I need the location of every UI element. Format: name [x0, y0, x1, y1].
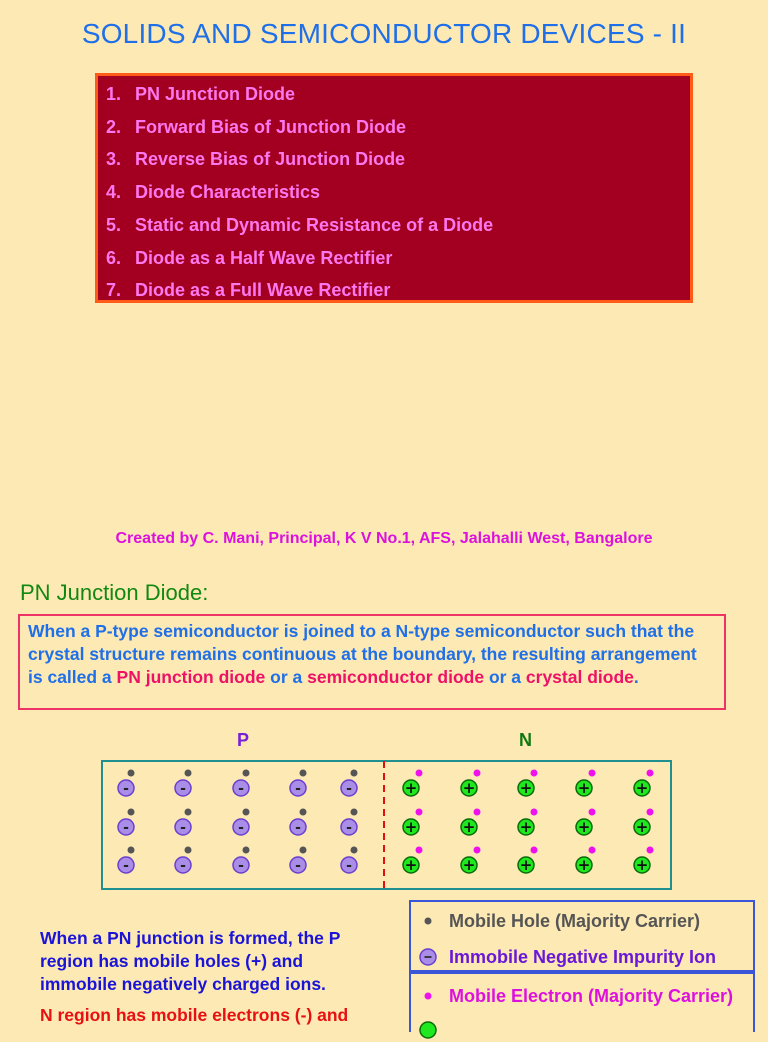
positive-ion-icon	[417, 1018, 439, 1042]
positive-sign: +	[404, 818, 418, 836]
negative-sign: -	[346, 820, 352, 836]
positive-sign: +	[462, 779, 476, 797]
hole-dot	[128, 770, 135, 777]
toc-item[interactable]	[106, 84, 295, 105]
negative-ion	[290, 847, 307, 875]
hole-dot	[128, 809, 135, 816]
negative-ion	[118, 847, 135, 875]
toc-item-label: Forward Bias of Junction Diode	[135, 116, 407, 137]
positive-ion	[461, 847, 481, 875]
electron-dot	[589, 809, 596, 816]
positive-sign: +	[635, 856, 649, 874]
negative-ion	[341, 809, 358, 837]
positive-sign: +	[577, 856, 591, 874]
table-of-contents	[95, 73, 693, 303]
positive-ion	[576, 770, 596, 798]
p-region-explanation: When a PN junction is formed, the P region has mobile holes (+) and immobile negatively charged ions.	[40, 928, 341, 994]
toc-item-number: 2.	[106, 116, 122, 137]
hole-dot	[351, 809, 358, 816]
hole-dot	[128, 847, 135, 854]
negative-ion	[233, 809, 250, 837]
positive-sign: +	[519, 779, 533, 797]
definition-text: or a	[265, 667, 308, 687]
negative-sign: -	[180, 781, 186, 797]
carriers-group	[118, 770, 654, 875]
toc-item-label: PN Junction Diode	[135, 84, 296, 104]
hole-dot	[185, 847, 192, 854]
toc-item-number: 6.	[106, 247, 122, 268]
negative-sign: -	[123, 820, 129, 836]
legend-p-region	[409, 900, 755, 972]
negative-ion	[233, 770, 250, 798]
positive-sign: +	[519, 818, 533, 836]
hole-dot	[243, 770, 250, 777]
toc-item-label: Reverse Bias of Junction Diode	[135, 149, 406, 170]
hole-dot	[300, 770, 307, 777]
negative-ion	[175, 809, 192, 837]
negative-sign: -	[295, 858, 301, 874]
negative-sign: -	[123, 781, 129, 797]
hole-dot	[243, 847, 250, 854]
positive-sign: +	[577, 779, 591, 797]
electron-dot	[474, 809, 481, 816]
toc-item-label: Diode as a Half Wave Rectifier	[135, 247, 393, 268]
legend-hole-label: Mobile Hole (Majority Carrier)	[449, 911, 701, 931]
legend-neg-ion-label: Immobile Negative Impurity Ion	[449, 947, 717, 967]
electron-dot	[474, 770, 481, 777]
negative-sign: -	[238, 820, 244, 836]
hole-dot-icon	[417, 909, 439, 933]
negative-ion-icon	[417, 945, 439, 969]
negative-sign: -	[180, 820, 186, 836]
hole-dot	[185, 809, 192, 816]
page-title: SOLIDS AND SEMICONDUCTOR DEVICES - II	[81, 18, 687, 49]
hole-dot	[185, 770, 192, 777]
electron-dot	[589, 847, 596, 854]
positive-sign: +	[404, 856, 418, 874]
positive-ion	[403, 809, 423, 837]
negative-sign: -	[123, 858, 129, 874]
author-credit: Created by C. Mani, Principal, K V No.1, AFS, Jalahalli West, Bangalore	[115, 530, 653, 547]
negative-ion	[118, 809, 135, 837]
toc-item[interactable]	[106, 182, 320, 203]
legend-electron-label: Mobile Electron (Majority Carrier)	[449, 986, 734, 1006]
positive-ion	[518, 847, 538, 875]
toc-item[interactable]	[106, 117, 406, 138]
electron-dot	[531, 809, 538, 816]
hole-dot	[300, 847, 307, 854]
negative-sign: -	[295, 781, 301, 797]
positive-ion	[518, 809, 538, 837]
negative-sign: -	[238, 781, 244, 797]
toc-item-number: 7.	[106, 280, 122, 301]
positive-ion	[576, 847, 596, 875]
negative-ion	[290, 770, 307, 798]
p-region-label: P	[237, 730, 250, 750]
negative-ion	[175, 770, 192, 798]
n-region-label: N	[519, 730, 532, 750]
n-region-explanation: N region has mobile electrons (-) and	[40, 1005, 349, 1025]
negative-sign: -	[295, 820, 301, 836]
negative-ion	[118, 770, 135, 798]
positive-ion	[634, 847, 654, 875]
electron-dot	[647, 770, 654, 777]
hole-dot	[351, 847, 358, 854]
negative-ion	[175, 847, 192, 875]
negative-ion	[290, 809, 307, 837]
explanation-text	[40, 927, 370, 1027]
term-crystal-diode: crystal diode	[525, 667, 634, 687]
term-semiconductor-diode: semiconductor diode	[307, 667, 485, 687]
negative-ion	[341, 770, 358, 798]
definition-box	[18, 614, 726, 710]
hole-dot	[351, 770, 358, 777]
toc-item-number: 5.	[106, 214, 122, 235]
pn-junction-diagram	[0, 755, 768, 895]
positive-ion	[634, 770, 654, 798]
positive-sign: +	[404, 779, 418, 797]
toc-item-label: Diode Characteristics	[135, 182, 321, 203]
toc-item[interactable]	[106, 280, 390, 301]
positive-ion	[403, 847, 423, 875]
negative-sign: -	[180, 858, 186, 874]
toc-item-number: 1.	[106, 84, 122, 104]
negative-sign: -	[238, 858, 244, 874]
definition-text: .	[633, 667, 639, 687]
positive-sign: +	[577, 818, 591, 836]
positive-sign: +	[635, 818, 649, 836]
electron-dot	[531, 847, 538, 854]
positive-ion	[403, 770, 423, 798]
electron-dot	[531, 770, 538, 777]
electron-dot-icon	[417, 984, 439, 1008]
positive-ion	[518, 770, 538, 798]
positive-sign: +	[462, 818, 476, 836]
toc-item[interactable]	[106, 215, 493, 236]
electron-dot	[416, 847, 423, 854]
hole-dot	[243, 809, 250, 816]
legend-n-region	[409, 972, 755, 1032]
term-pn-junction-diode: PN junction diode	[116, 667, 266, 687]
negative-ion	[233, 847, 250, 875]
positive-ion	[576, 809, 596, 837]
toc-item-label: Static and Dynamic Resistance of a Diode	[135, 214, 494, 235]
positive-ion	[461, 770, 481, 798]
positive-sign: +	[635, 779, 649, 797]
toc-item-number: 4.	[106, 182, 122, 203]
electron-dot	[416, 770, 423, 777]
positive-sign: +	[462, 856, 476, 874]
positive-ion	[634, 809, 654, 837]
toc-item[interactable]	[106, 149, 405, 170]
electron-dot	[647, 809, 654, 816]
positive-sign: +	[519, 856, 533, 874]
negative-ion	[341, 847, 358, 875]
toc-item-number: 3.	[106, 149, 122, 170]
electron-dot	[589, 770, 596, 777]
electron-dot	[647, 847, 654, 854]
definition-text: or a	[484, 667, 526, 687]
negative-sign: -	[346, 858, 352, 874]
electron-dot	[474, 847, 481, 854]
toc-item-label: Diode as a Full Wave Rectifier	[135, 280, 391, 301]
toc-item[interactable]	[106, 248, 392, 269]
positive-ion	[461, 809, 481, 837]
negative-sign: -	[346, 781, 352, 797]
hole-dot	[300, 809, 307, 816]
section-title: PN Junction Diode:	[20, 580, 209, 605]
electron-dot	[416, 809, 423, 816]
definition-text: When a P-type semiconductor is joined to a N-type semiconductor such that the crystal structure remains continuous at the boundary, the resulting arrangement is called a	[28, 621, 697, 687]
